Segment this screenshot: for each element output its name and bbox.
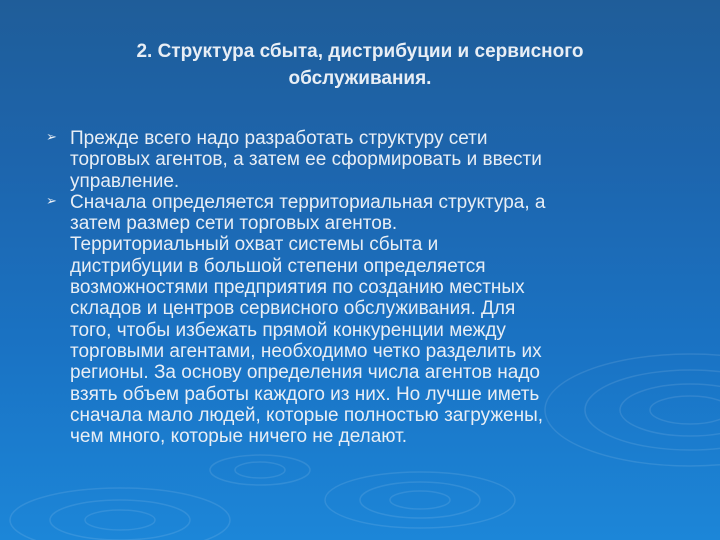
bullet-text-line: сначала мало людей, которые полностью загружены, xyxy=(70,404,544,426)
arrow-bullet-icon: ➢ xyxy=(46,129,57,144)
bullet-text-line: Сначала определяется территориальная структура, а xyxy=(70,191,546,213)
bullet-list xyxy=(46,128,686,447)
bullet-text-line: взять объем работы каждого из них. Но лучше иметь xyxy=(70,383,540,405)
arrow-bullet-icon: ➢ xyxy=(46,192,57,208)
bullet-text-line: регионы. За основу определения числа агентов надо xyxy=(70,362,540,384)
bullet-text-line: торговых агентов, а затем ее сформировать и ввести xyxy=(70,149,542,171)
bullet-item xyxy=(46,192,686,448)
bullet-text-line: управление. xyxy=(70,170,180,192)
bullet-text-line: Прежде всего надо разработать структуру сети xyxy=(70,128,488,149)
bullet-text-line: Территориальный охват системы сбыта и xyxy=(70,234,439,256)
bullet-text-line: дистрибуции в большой степени определяется xyxy=(70,255,486,277)
bullet-text-line: затем размер сети торговых агентов. xyxy=(70,213,398,235)
bullet-text-line: чем много, которые ничего не делают. xyxy=(70,426,408,448)
bullet-text-line: возможностями предприятия по созданию местных xyxy=(70,277,525,299)
bullet-text-line: торговыми агентами, необходимо четко разделить их xyxy=(70,340,542,362)
slide-title-line: обслуживания. xyxy=(288,68,432,89)
bullet-text-line: складов и центров сервисного обслуживания. Для xyxy=(70,298,516,320)
bullet-item xyxy=(46,128,686,192)
slide-title-line: 2. Структура сбыта, дистрибуции и сервисного xyxy=(136,41,584,62)
bullet-text-line: того, чтобы избежать прямой конкуренции между xyxy=(70,319,506,341)
slide-title xyxy=(60,38,660,92)
